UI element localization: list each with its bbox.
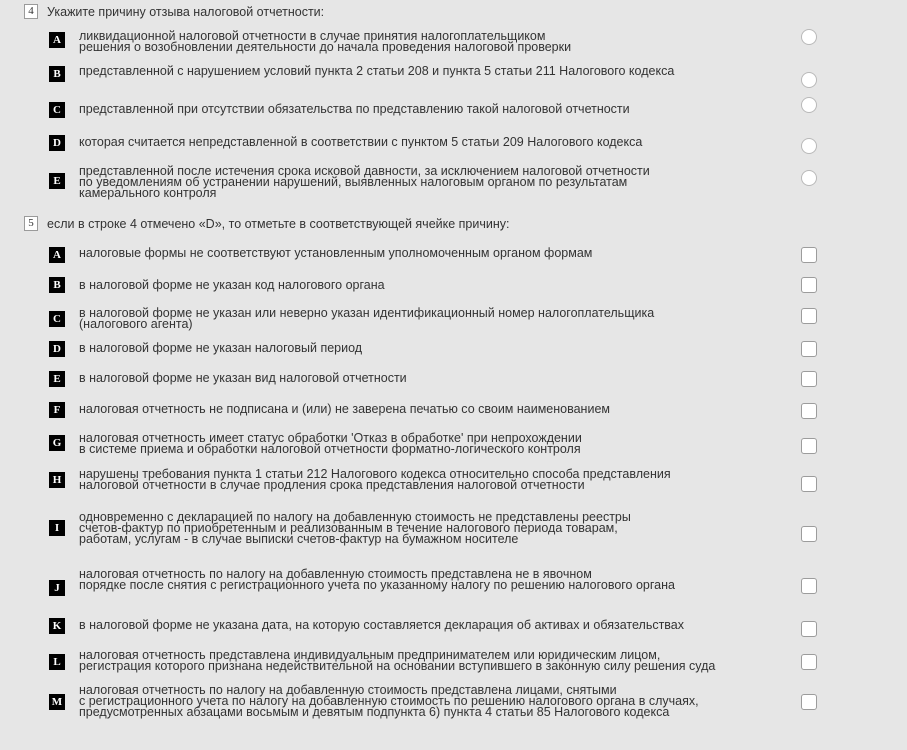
section-4-title: Укажите причину отзыва налоговой отчетности: [47, 4, 325, 19]
cause-checkbox-f[interactable] [801, 403, 817, 419]
cause-checkbox-k[interactable] [801, 621, 817, 637]
option-text: в налоговой форме не указан налоговый период [79, 341, 363, 355]
option-letter-badge: C [49, 102, 65, 118]
cause-checkbox-e[interactable] [801, 371, 817, 387]
option-text: одновременно с декларацией по налогу на добавленную стоимость не представлены реестры счетов-фактур по приобретенным и реализованным в течение налогового периода товарам, работам, услугам - в случае выписки счетов-фактур на бумажном носителе [79, 510, 631, 546]
cause-checkbox-j[interactable] [801, 578, 817, 594]
cause-checkbox-d[interactable] [801, 341, 817, 357]
option-letter-badge: D [49, 135, 65, 151]
section-4-header [24, 4, 324, 19]
cause-checkbox-m[interactable] [801, 694, 817, 710]
option-letter-badge: C [49, 311, 65, 327]
option-letter-badge: E [49, 371, 65, 387]
cause-checkbox-c[interactable] [801, 308, 817, 324]
option-text: налоговая отчетность имеет статус обработки 'Отказ в обработке' при непрохождении в системе приема и обработки налоговой отчетности форматно-логического контроля [79, 431, 582, 456]
option-text: нарушены требования пункта 1 статьи 212 Налогового кодекса относительно способа представления налоговой отчетности в случае продления срока представления налоговой отчетности [79, 467, 671, 492]
cause-checkbox-b[interactable] [801, 277, 817, 293]
option-text: в налоговой форме не указан код налогового органа [79, 278, 385, 292]
option-text: в налоговой форме не указан или неверно указан идентификационный номер налогоплательщика (налогового агента) [79, 306, 655, 331]
option-letter-badge: H [49, 472, 65, 488]
option-text: налоговая отчетность по налогу на добавленную стоимость представлена не в явочном порядке после снятия с регистрационного учета по указанному налогу по решению налогового органа [79, 567, 675, 592]
reason-radio-e[interactable] [801, 170, 817, 186]
reason-radio-b[interactable] [801, 72, 817, 88]
option-text: представленной с нарушением условий пункта 2 статьи 208 и пункта 5 статьи 211 Налогового кодекса [79, 64, 675, 78]
option-text: налоговая отчетность по налогу на добавленную стоимость представлена лицами, снятыми с регистрационного учета по налогу на добавленную стоимость по решению налогового органа в случаях, предусмотренных абзацами восьмым и девятым подпункта 6) пункта 4 статьи 85 Налогового кодекса [79, 683, 699, 719]
cause-checkbox-h[interactable] [801, 476, 817, 492]
option-letter-badge: D [49, 341, 65, 357]
option-text: налоговые формы не соответствуют установленным уполномоченным органом формам [79, 246, 593, 260]
option-text: в налоговой форме не указана дата, на которую составляется декларация об активах и обязательствах [79, 618, 685, 632]
option-letter-badge: I [49, 520, 65, 536]
cause-checkbox-i[interactable] [801, 526, 817, 542]
option-letter-badge: J [49, 580, 65, 596]
option-letter-badge: G [49, 435, 65, 451]
option-text: представленной после истечения срока исковой давности, за исключением налоговой отчетности по уведомлениям об устранении нарушений, выявленных налоговым органом по результатам камерального контроля [79, 164, 650, 200]
section-5-title: если в строке 4 отмечено «D», то отметьте в соответствующей ячейке причину: [47, 216, 510, 231]
section-5-number: 5 [24, 216, 38, 231]
cause-checkbox-g[interactable] [801, 438, 817, 454]
option-text: налоговая отчетность не подписана и (или) не заверена печатью со своим наименованием [79, 402, 610, 416]
option-letter-badge: E [49, 173, 65, 189]
option-text: ликвидационной налоговой отчетности в случае принятия налогоплательщиком решения о возобновлении деятельности до начала проведения налоговой проверки [79, 29, 572, 54]
reason-radio-d[interactable] [801, 138, 817, 154]
cause-checkbox-l[interactable] [801, 654, 817, 670]
option-text: налоговая отчетность представлена индивидуальным предпринимателем или юридическим лицом, регистрация которого признана недействительной на основании вступившего в законную силу решения суда [79, 648, 716, 673]
option-text: которая считается непредставленной в соответствии с пунктом 5 статьи 209 Налогового кодекса [79, 135, 643, 149]
option-letter-badge: B [49, 66, 65, 82]
section-5-header [24, 216, 510, 231]
reason-radio-c[interactable] [801, 97, 817, 113]
option-text: в налоговой форме не указан вид налоговой отчетности [79, 371, 407, 385]
option-letter-badge: B [49, 277, 65, 293]
option-letter-badge: M [49, 694, 65, 710]
cause-checkbox-a[interactable] [801, 247, 817, 263]
reason-radio-a[interactable] [801, 29, 817, 45]
option-letter-badge: F [49, 402, 65, 418]
option-letter-badge: L [49, 654, 65, 670]
section-4-number: 4 [24, 4, 38, 19]
option-letter-badge: A [49, 247, 65, 263]
option-letter-badge: K [49, 618, 65, 634]
option-letter-badge: A [49, 32, 65, 48]
option-text: представленной при отсутствии обязательства по представлению такой налоговой отчетности [79, 102, 630, 116]
